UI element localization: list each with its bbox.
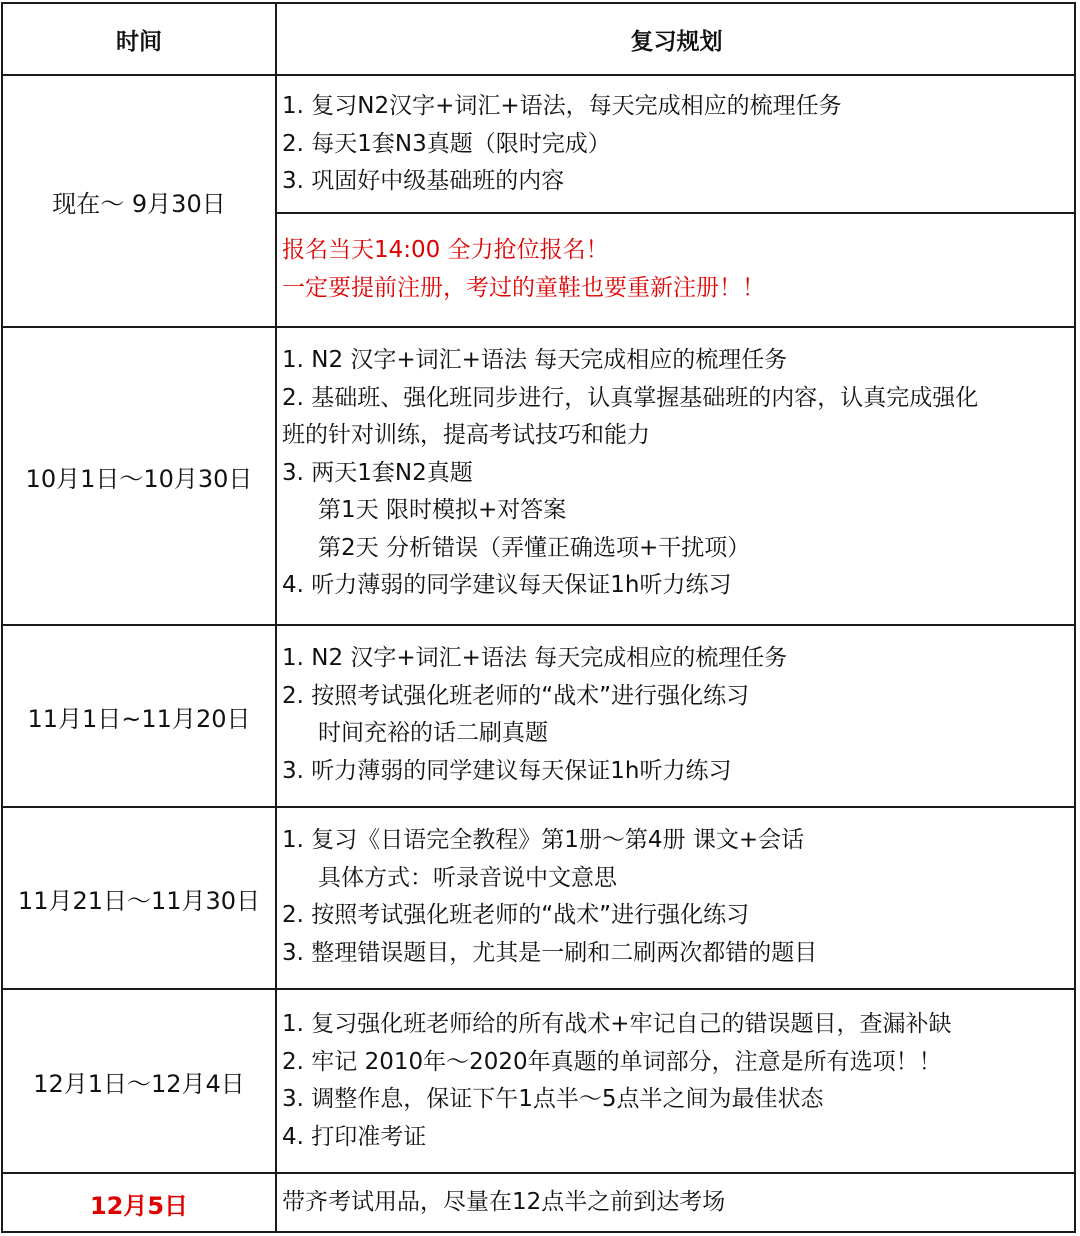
notice-line: 报名当天14:00 全力抢位报名！ [282,237,609,263]
plan-cell [282,822,1072,972]
plan-line: 3. 两天1套N2真题 [282,459,473,486]
plan-line: 3. 整理错误题目，尤其是一刷和二刷两次都错的题目 [282,939,818,966]
column-divider [275,4,277,1231]
plan-line: 3. 听力薄弱的同学建议每天保证1h听力练习 [282,757,732,784]
exam-date-cell: 12月5日 [89,1192,189,1220]
time-cell: 11月21日～11月30日 [17,886,261,915]
plan-line: 1. N2 汉字+词汇+语法 每天完成相应的梳理任务 [282,347,788,373]
plan-line: 2. 按照考试强化班老师的“战术”进行强化练习 [282,902,750,928]
plan-cell [282,1006,1072,1156]
plan-line: 1. 复习N2汉字+词汇+语法，每天完成相应的梳理任务 [282,93,842,119]
plan-line: 带齐考试用品，尽量在12点半之前到达考场 [282,1189,726,1215]
time-cell: 10月1日～10月30日 [25,464,253,493]
header-plan: 复习规划 [630,28,723,55]
plan-line: 4. 打印准考证 [282,1123,427,1150]
plan-line: 3. 巩固好中级基础班的内容 [282,168,565,194]
plan-line: 2. 基础班、强化班同步进行，认真掌握基础班的内容，认真完成强化 [282,384,979,411]
plan-line: 1. 复习强化班老师给的所有战术+牢记自己的错误题目，查漏补缺 [282,1011,952,1037]
plan-line: 2. 按照考试强化班老师的“战术”进行强化练习 [282,682,750,709]
plan-line: 4. 听力薄弱的同学建议每天保证1h听力练习 [282,572,732,598]
plan-line: 班的针对训练，提高考试技巧和能力 [282,422,650,448]
time-cell: 12月1日～12月4日 [33,1069,245,1098]
time-cell: 现在～ 9月30日 [52,189,226,218]
notice-line: 一定要提前注册，考过的童鞋也要重新注册！！ [282,274,765,301]
plan-line: 2. 每天1套N3真题（限时完成） [282,130,611,157]
plan-line: 1. 复习《日语完全教程》第1册～第4册 课文+会话 [282,827,805,853]
plan-cell [282,1184,1072,1222]
review-plan-table [1,2,1076,1233]
plan-cell [282,342,1072,605]
plan-cell [282,88,1072,201]
plan-line: 3. 调整作息，保证下午1点半～5点半之间为最佳状态 [282,1086,824,1112]
plan-line: 第2天 分析错误（弄懂正确选项+干扰项） [318,534,751,561]
plan-line: 2. 牢记 2010年～2020年真题的单词部分，注意是所有选项！！ [282,1048,942,1075]
plan-line: 时间充裕的话二刷真题 [318,720,548,746]
header-time: 时间 [116,28,162,55]
plan-line: 第1天 限时模拟+对答案 [318,497,567,523]
registration-notice [282,232,1072,307]
sub-row-divider [275,212,1074,214]
plan-cell [282,640,1072,790]
plan-line: 具体方式：听录音说中文意思 [318,864,617,891]
plan-line: 1. N2 汉字+词汇+语法 每天完成相应的梳理任务 [282,645,788,671]
time-cell: 11月1日~11月20日 [27,704,251,733]
